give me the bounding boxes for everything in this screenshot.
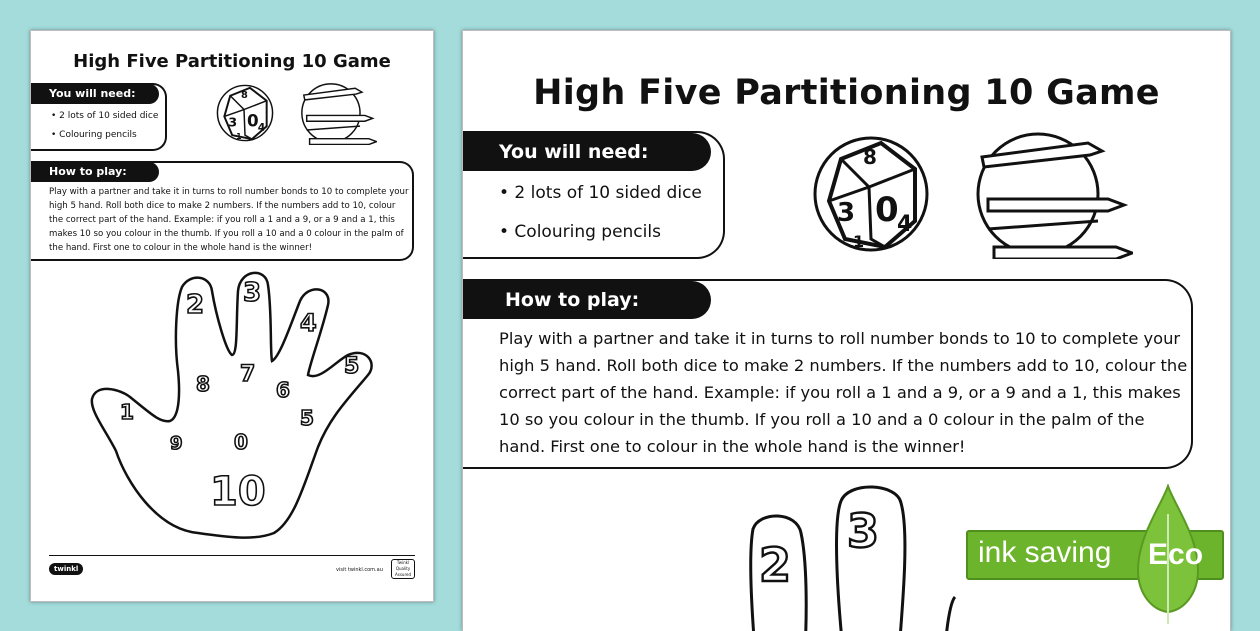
twinkl-logo: twinkl <box>49 563 83 575</box>
hand-number-thumb-lower: 9 <box>170 433 183 454</box>
dice-face-number: 3 <box>228 115 238 131</box>
footer-url: visit twinkl.com.au <box>336 567 383 573</box>
dice-face-number: 0 <box>875 190 899 230</box>
you-will-need-heading-large: You will need: <box>463 133 711 171</box>
need-item-dice-large: • 2 lots of 10 sided dice <box>499 183 702 203</box>
ten-sided-dice-icon-large <box>811 129 931 259</box>
hand-number-middle-large: 3 <box>847 504 880 558</box>
ink-saving-label: ink saving <box>978 536 1112 569</box>
hand-number-palm-ten: 10 <box>210 469 266 515</box>
dice-face-number: 4 <box>257 121 266 135</box>
worksheet-title: High Five Partitioning 10 Game <box>73 51 391 72</box>
dice-face-number: 1 <box>853 232 865 251</box>
hand-number-ring-lower: 6 <box>276 378 290 402</box>
dice-face-number: 3 <box>837 198 856 228</box>
dice-face-number: 0 <box>246 110 259 131</box>
need-item-pencils-large: • Colouring pencils <box>499 222 661 242</box>
hand-number-middle: 3 <box>243 278 262 308</box>
eco-label: Eco <box>1148 538 1204 571</box>
hand-number-little: 5 <box>344 354 360 379</box>
hand-number-index-large: 2 <box>759 538 792 592</box>
dice-face-number: 4 <box>897 212 913 237</box>
hand-number-thumb: 1 <box>120 400 134 424</box>
need-item-pencils: • Colouring pencils <box>51 130 137 140</box>
worksheet-title-large: High Five Partitioning 10 Game <box>533 73 1160 113</box>
how-to-play-instructions-large: Play with a partner and take it in turns to roll number bonds to 10 to complete your high 5 hand. Roll both dice to make 2 numbers. If the numbers add to 10, colour the correct part of the hand. Example: if you roll a 1 and a 9, or a 9 and a 1, this makes 10 so you colour in the thumb. If you roll a 10 and a 0 colour in the palm of the hand. First one to colour in the whole hand is the winner! <box>499 329 1188 456</box>
dice-face-number: 8 <box>863 145 877 169</box>
you-will-need-heading: You will need: <box>31 84 159 104</box>
how-to-play-heading: How to play: <box>31 162 159 182</box>
how-to-play-instructions: Play with a partner and take it in turns to roll number bonds to 10 to complete your high 5 hand. Roll both dice to make 2 numbers. If the numbers add to 10, colour the correct part of the hand. Example: if you roll a 1 and a 9, or a 9 and a 1, this makes 10 so you colour in the thumb. If you roll a 10 and a 0 colour in the palm of the hand. First one to colour in the whole hand is the winner! <box>49 187 409 254</box>
quality-assured-badge: Twinkl Quality Assured <box>391 559 415 579</box>
hand-number-little-lower: 5 <box>300 406 314 430</box>
hand-number-index: 2 <box>186 290 205 320</box>
colouring-pencils-icon-large <box>968 129 1133 259</box>
hand-number-index-lower: 8 <box>196 372 210 396</box>
high-five-hand-outline-large <box>733 481 993 631</box>
ten-sided-dice-icon <box>215 81 275 145</box>
hand-number-middle-lower: 7 <box>240 362 256 387</box>
hand-number-palm: 0 <box>234 430 248 454</box>
dice-face-number: 8 <box>241 90 248 102</box>
worksheet-preview-small[interactable] <box>30 30 434 602</box>
colouring-pencils-icon <box>297 81 377 145</box>
ink-saving-eco-badge <box>966 484 1236 630</box>
need-item-dice: • 2 lots of 10 sided dice <box>51 111 159 121</box>
dice-face-number: 1 <box>236 132 242 142</box>
footer-divider <box>49 555 415 556</box>
high-five-hand-outline <box>86 271 386 571</box>
hand-number-ring: 4 <box>300 309 317 337</box>
how-to-play-heading-large: How to play: <box>463 281 711 319</box>
